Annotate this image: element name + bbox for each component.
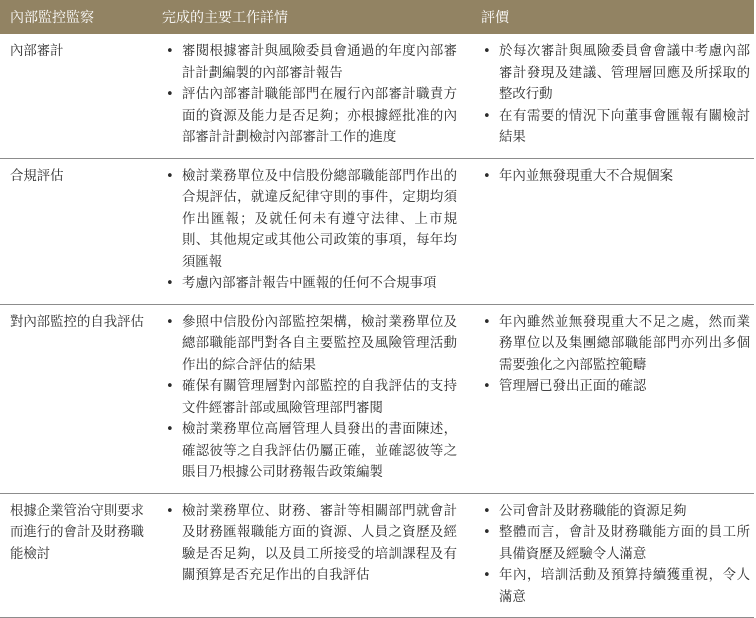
bullet-icon: • xyxy=(166,314,174,330)
header-details: 完成的主要工作詳情 xyxy=(152,0,469,34)
evaluation-item: • 管理層已發出正面的確認 xyxy=(477,376,750,398)
row-details xyxy=(152,158,469,304)
detail-item: • 審閱根據審計與風險委員會通過的年度內部審計計劃編製的內部審計報告 xyxy=(160,41,457,84)
detail-item: • 參照中信股份內部監控架構，檢討業務單位及總部職能部門對各自主要監控及風險管理活動作出的綜合評估的結果 xyxy=(160,312,457,377)
bullet-icon: • xyxy=(483,108,491,124)
evaluation-item: • 於每次審計與風險委員會會議中考慮內部審計發現及建議、管理層回應及所採取的整改行動 xyxy=(477,41,750,106)
bullet-icon: • xyxy=(166,44,174,59)
header-category: 內部監控監察 xyxy=(0,0,152,34)
row-evaluation xyxy=(469,34,754,158)
row-category: 合規評估 xyxy=(10,168,64,184)
header-evaluation: 評價 xyxy=(469,0,754,34)
row-category: 對內部監控的自我評估 xyxy=(10,314,144,330)
table-row xyxy=(0,158,754,304)
bullet-icon: • xyxy=(166,422,174,437)
row-details xyxy=(152,34,469,158)
row-details xyxy=(152,493,469,618)
evaluation-item: • 年內並無發現重大不合規個案 xyxy=(477,166,750,188)
evaluation-item: • 整體而言，會計及財務職能方面的員工所具備資歷及經驗令人滿意 xyxy=(477,522,750,565)
row-evaluation xyxy=(469,158,754,304)
bullet-icon: • xyxy=(166,276,174,291)
detail-item: • 檢討業務單位、財務、審計等相關部門就會計及財務匯報職能方面的資源、人員之資歷及經驗是否足夠，以及員工所接受的培訓課程及有關預算是否充足作出的自我評估 xyxy=(160,501,457,587)
detail-item: • 考慮內部審計報告中匯報的任何不合規事項 xyxy=(160,273,457,295)
row-evaluation xyxy=(469,304,754,493)
evaluation-item: • 年內雖然並無發現重大不足之處，然而業務單位以及集團總部職能部門亦列出多個需要強化之內部監控範疇 xyxy=(477,312,750,377)
table-row xyxy=(0,304,754,493)
detail-item: • 檢討業務單位及中信股份總部職能部門作出的合規評估，就違反紀律守則的事件，定期均須作出匯報；及就任何未有遵守法律、上市規則、其他規定或其他公司政策的事項，每年均須匯報 xyxy=(160,166,457,274)
bullet-icon: • xyxy=(483,44,491,59)
evaluation-item: • 公司會計及財務職能的資源足夠 xyxy=(477,501,750,523)
row-evaluation xyxy=(469,493,754,618)
bullet-icon: • xyxy=(166,503,174,519)
bullet-icon: • xyxy=(483,503,491,519)
table-row xyxy=(0,34,754,158)
evaluation-item: • 年內，培訓活動及預算持續獲重視，令人滿意 xyxy=(477,565,750,608)
row-category: 根據企業管治守則要求而進行的會計及財務職能檢討 xyxy=(10,503,144,562)
bullet-icon: • xyxy=(483,379,491,394)
bullet-icon: • xyxy=(483,168,491,184)
bullet-icon: • xyxy=(483,314,491,330)
table-row xyxy=(0,493,754,618)
detail-item: • 確保有關管理層對內部監控的自我評估的支持文件經審計部或風險管理部門審閱 xyxy=(160,376,457,419)
detail-item: • 評估內部審計職能部門在履行內部審計職責方面的資源及能力是否足夠；亦根據經批准的內部審計計劃檢討內部審計工作的進度 xyxy=(160,84,457,149)
bullet-icon: • xyxy=(166,379,174,394)
bullet-icon: • xyxy=(166,87,174,102)
table-header-row xyxy=(0,0,754,34)
bullet-icon: • xyxy=(166,168,174,184)
detail-item: • 檢討業務單位高層管理人員發出的書面陳述，確認彼等之自我評估仍屬正確，並確認彼等之賬目乃根據公司財務報告政策編製 xyxy=(160,419,457,484)
row-category: 內部審計 xyxy=(10,44,64,59)
bullet-icon: • xyxy=(483,568,491,583)
row-details xyxy=(152,304,469,493)
evaluation-item: • 在有需要的情況下向董事會匯報有關檢討結果 xyxy=(477,106,750,149)
bullet-icon: • xyxy=(483,525,491,540)
